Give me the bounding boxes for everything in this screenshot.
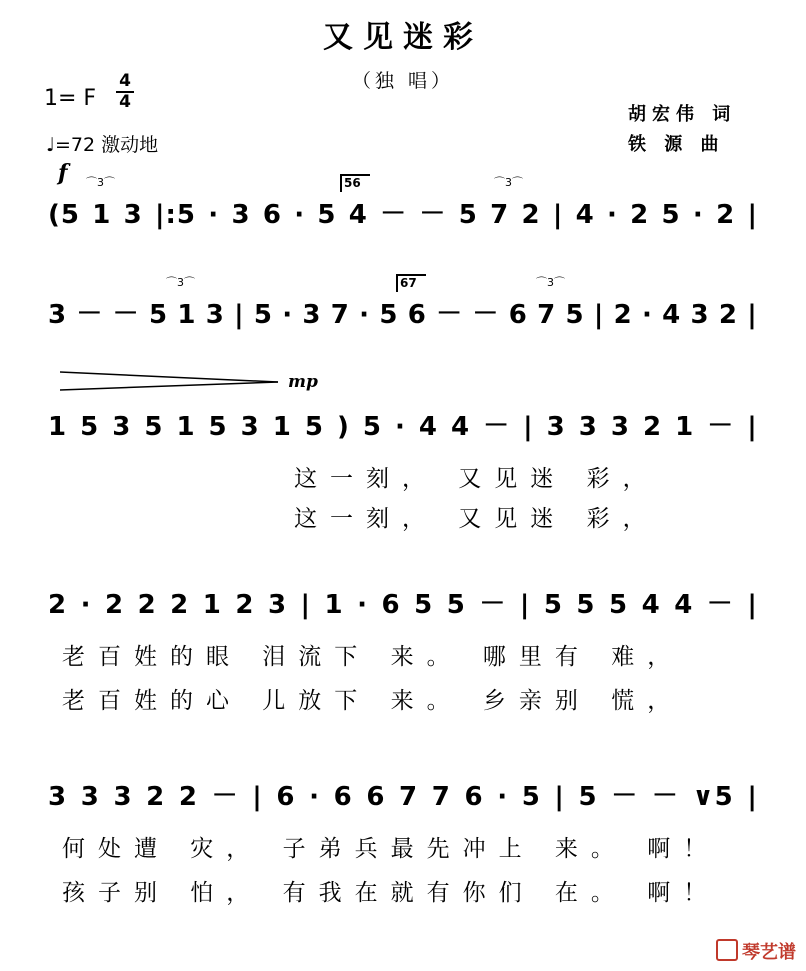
volta-bracket: 67 [396,274,426,292]
note-token: 5 [304,412,324,442]
note-token: · [359,300,371,330]
composer-credit: 铁 源 曲 [628,134,725,155]
note-token: 5 [253,300,273,330]
note-token: 5 [543,590,563,620]
dynamic-mezzo-piano: mp [288,372,318,392]
lyric-verse-1: 何处遭 灾， 子弟兵最先冲上 来。 啊！ [62,836,720,862]
note-token: 3 [578,412,598,442]
time-numerator: 4 [119,71,131,91]
note-token: 5 [379,300,399,330]
note-token: 1 [177,300,197,330]
note-token: 2 [178,782,198,812]
note-token: － [611,781,639,811]
note-token: · [692,200,704,230]
triplet-mark: ⌒3⌒ [494,176,523,189]
note-token: 4 [451,412,471,442]
note-token: － [436,299,464,329]
note-token: · [395,412,406,442]
note-token: 1 [92,200,112,230]
note-token: 3 [267,590,288,620]
note-token: 3 [48,782,68,812]
note-token: 6 [407,300,427,330]
lyric-verse-1: 老百姓的眼 泪流下 来。 哪里有 难， [62,644,684,670]
barline-symbol: |:5 [155,200,196,230]
note-token: · [294,200,306,230]
song-title: 又见迷彩 [323,20,483,55]
time-denominator: 4 [116,91,134,112]
note-token: 7 [431,782,451,812]
volta-bracket: 56 [340,174,370,192]
time-signature [116,72,134,112]
note-token: 5 [578,782,598,812]
triplet-mark: ⌒3⌒ [536,276,565,289]
barline-symbol: | [234,300,245,330]
note-token: － [707,411,735,441]
lyric-verse-2: 老百姓的心 儿放下 来。 乡亲别 慌， [62,688,684,714]
logo-icon [716,939,738,961]
note-token: 5 [362,412,382,442]
lyric-verse-2: 这一刻， 又见迷 彩， [294,506,659,532]
triplet-mark: ⌒3⌒ [86,176,115,189]
note-token: 1 [48,412,68,442]
note-token: － [76,299,104,329]
note-token: 6 [464,782,484,812]
note-token: 5 [446,590,466,620]
barline-symbol: | [593,300,605,330]
note-token: · [607,200,618,230]
note-token: · [497,782,509,812]
barline-symbol: | [252,782,263,812]
note-token: － [706,589,734,619]
note-token: 1 [202,590,222,620]
note-token: 5 [80,412,100,442]
notation-line-3 [48,402,758,442]
note-token: 6 [276,782,296,812]
note-token: 2 [137,590,157,620]
note-token: · [309,782,320,812]
note-token: 2 [630,200,650,230]
note-token: 2 [235,590,255,620]
note-token: 2 [48,590,68,620]
note-token: 6 [262,200,282,230]
note-token: 3 [113,782,133,812]
note-token: 5 [521,782,541,812]
note-token: 4 [418,412,438,442]
lyric-verse-1: 这一刻， 又见迷 彩， [294,466,659,492]
note-token: 7 [537,300,557,330]
note-token: 4 [348,200,368,230]
note-token: 5 [565,300,585,330]
notation-line-5 [48,772,758,812]
note-token: ) [336,412,350,442]
note-token: 3 [690,300,710,330]
note-token: 7 [330,300,350,330]
tempo-marking: ♩=72 激动地 [46,134,159,156]
note-token: 3 [302,300,322,330]
barline-symbol: | [747,200,758,230]
note-token: 6 [366,782,386,812]
performance-note: （独 唱） [351,70,455,92]
barline-symbol: | [554,782,565,812]
note-token: 1 [272,412,292,442]
note-token: 2 [718,300,738,330]
note-token: － [419,199,447,229]
note-token: 5 [458,200,478,230]
note-token: 5 [414,590,434,620]
note-token: · [282,300,294,330]
note-token: · [208,200,220,230]
note-token: ∨5 [692,782,734,812]
note-token: 4 [575,200,595,230]
note-token: 6 [333,782,353,812]
note-token: 2 [146,782,166,812]
lyric-verse-2: 孩子别 怕， 有我在就有你们 在。 啊！ [62,880,720,906]
notation-line-2 [48,290,758,330]
note-token: 3 [546,412,566,442]
note-token: 6 [381,590,401,620]
note-token: － [651,781,679,811]
barline-symbol: | [300,590,312,620]
note-token: · [80,590,92,620]
note-token: － [483,411,511,441]
note-token: 2 [716,200,736,230]
note-token: － [380,199,408,229]
note-token: 3 [123,200,143,230]
dynamic-forte: f [58,160,68,186]
note-token: 6 [508,300,528,330]
lyricist-credit: 胡宏伟 词 [628,104,737,125]
note-token: － [479,589,507,619]
note-token: － [112,299,140,329]
notation-line-1 [48,190,758,230]
note-token: 1 [675,412,695,442]
barline-symbol: | [519,590,531,620]
triplet-mark: ⌒3⌒ [166,276,195,289]
barline-symbol: | [523,412,534,442]
note-token: 2 [643,412,663,442]
site-watermark: 琴艺谱 [716,938,796,964]
barline-symbol: | [747,782,758,812]
note-token: － [211,781,239,811]
note-token: 5 [208,412,228,442]
note-token: 5 [148,300,169,330]
note-token: 5 [144,412,164,442]
note-token: 2 [521,200,541,230]
barline-symbol: | [747,590,758,620]
note-token: 5 [317,200,337,230]
note-token: 3 [240,412,260,442]
note-token: 4 [674,590,694,620]
note-token: 2 [613,300,633,330]
barline-symbol: | [552,200,564,230]
note-token: 7 [399,782,419,812]
crescendo-hairpin [60,370,280,392]
note-token: 2 [104,590,125,620]
note-token: 1 [324,590,344,620]
note-token: 3 [610,412,630,442]
barline-symbol: | [747,412,758,442]
key-signature: 1= F [44,86,97,111]
note-token: 5 [576,590,596,620]
note-token: 2 [170,590,190,620]
note-token: 3 [48,300,68,330]
note-token: · [357,590,369,620]
note-token: 7 [490,200,510,230]
barline-symbol: | [747,300,758,330]
note-token: (5 [48,200,80,230]
note-token: 3 [205,300,225,330]
note-token: 4 [662,300,682,330]
notation-line-4 [48,580,758,620]
note-token: 3 [231,200,251,230]
note-token: 5 [609,590,629,620]
note-token: 3 [112,412,132,442]
note-token: 5 [661,200,681,230]
note-token: 1 [176,412,196,442]
note-token: 4 [641,590,661,620]
note-token: － [472,299,500,329]
note-token: · [641,300,653,330]
note-token: 3 [80,782,100,812]
